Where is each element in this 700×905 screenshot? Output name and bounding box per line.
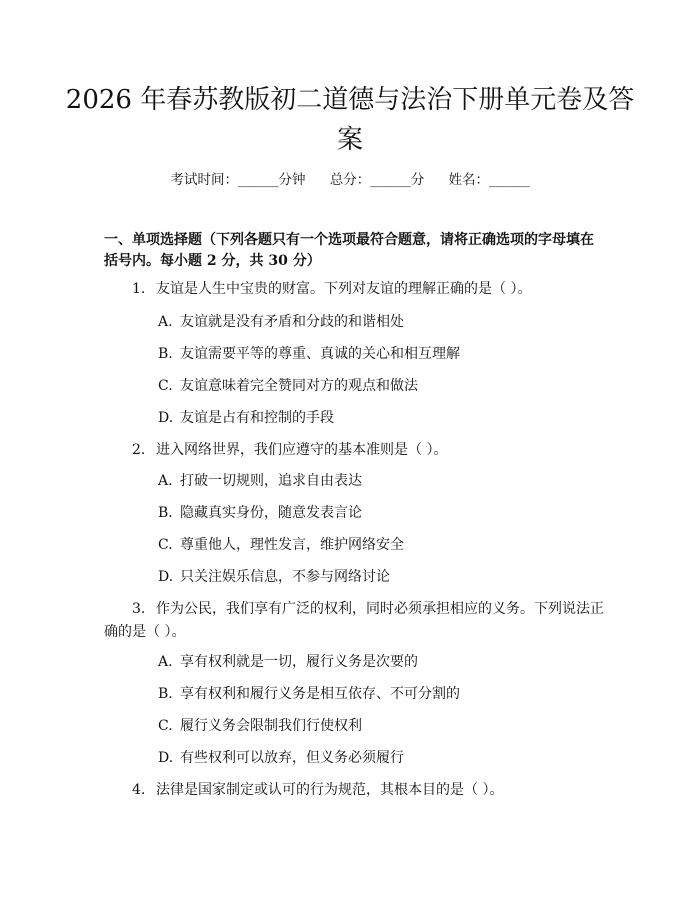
page-title: 2026 年春苏教版初二道德与法治下册单元卷及答案: [65, 85, 635, 155]
option-1c: [158, 376, 598, 396]
question-1: [104, 278, 604, 301]
question-number: 3.: [132, 601, 146, 617]
question-number: 2.: [132, 442, 146, 458]
option-label: D.: [158, 750, 174, 766]
exam-name-field: 姓名：______: [448, 172, 530, 188]
question-stem: 友谊是人生中宝贵的财富。下列对友谊的理解正确的是（ ）。: [156, 281, 532, 297]
exam-total-score: 总分：______分: [329, 172, 425, 188]
section-heading: 一、单项选择题（下列各题只有一个选项最符合题意，请将正确选项的字母填在括号内。每小题 2 分，共 30 分）: [104, 232, 594, 269]
option-text: 友谊就是没有矛盾和分歧的和谐相处: [180, 314, 404, 330]
question-stem: 法律是国家制定或认可的行为规范，其根本目的是（ ）。: [156, 782, 504, 798]
question-number: 1.: [132, 281, 146, 297]
exam-time: 考试时间：______分钟: [170, 172, 306, 188]
option-label: B.: [158, 686, 173, 702]
option-text: 打破一切规则，追求自由表达: [180, 473, 362, 489]
option-text: 友谊是占有和控制的手段: [180, 410, 334, 426]
option-2d: [158, 567, 598, 587]
option-text: 履行义务会限制我们行使权利: [180, 718, 362, 734]
option-label: A.: [158, 314, 173, 330]
question-stem: 作为公民，我们享有广泛的权利，同时必须承担相应的义务。下列说法正确的是（ ）。: [104, 601, 604, 640]
question-stem: 进入网络世界，我们应遵守的基本准则是（ ）。: [156, 442, 448, 458]
option-label: D.: [158, 410, 174, 426]
option-text: 只关注娱乐信息，不参与网络讨论: [180, 569, 390, 585]
option-text: 隐藏真实身份，随意发表言论: [180, 505, 362, 521]
option-2b: [158, 503, 598, 523]
option-3c: [158, 716, 598, 736]
option-label: C.: [158, 378, 173, 394]
option-3d: [158, 748, 598, 768]
option-1d: [158, 408, 598, 428]
option-3a: [158, 652, 598, 672]
question-number: 4.: [132, 782, 146, 798]
option-label: A.: [158, 473, 173, 489]
option-label: C.: [158, 537, 173, 553]
option-text: 有些权利可以放弃，但义务必须履行: [180, 750, 404, 766]
option-text: 享有权利和履行义务是相互依存、不可分割的: [180, 686, 460, 702]
option-2a: [158, 471, 598, 491]
option-2c: [158, 535, 598, 555]
option-text: 友谊需要平等的尊重、真诚的关心和相互理解: [180, 346, 460, 362]
question-3: [104, 598, 604, 644]
exam-meta: [0, 170, 700, 190]
option-label: B.: [158, 346, 173, 362]
option-text: 享有权利就是一切，履行义务是次要的: [180, 654, 418, 670]
option-label: C.: [158, 718, 173, 734]
option-1b: [158, 344, 598, 364]
question-4: [104, 779, 604, 802]
option-1a: [158, 312, 598, 332]
option-text: 友谊意味着完全赞同对方的观点和做法: [180, 378, 418, 394]
option-3b: [158, 684, 598, 704]
option-label: B.: [158, 505, 173, 521]
option-text: 尊重他人，理性发言，维护网络安全: [180, 537, 404, 553]
option-label: A.: [158, 654, 173, 670]
question-2: [104, 439, 604, 462]
option-label: D.: [158, 569, 174, 585]
